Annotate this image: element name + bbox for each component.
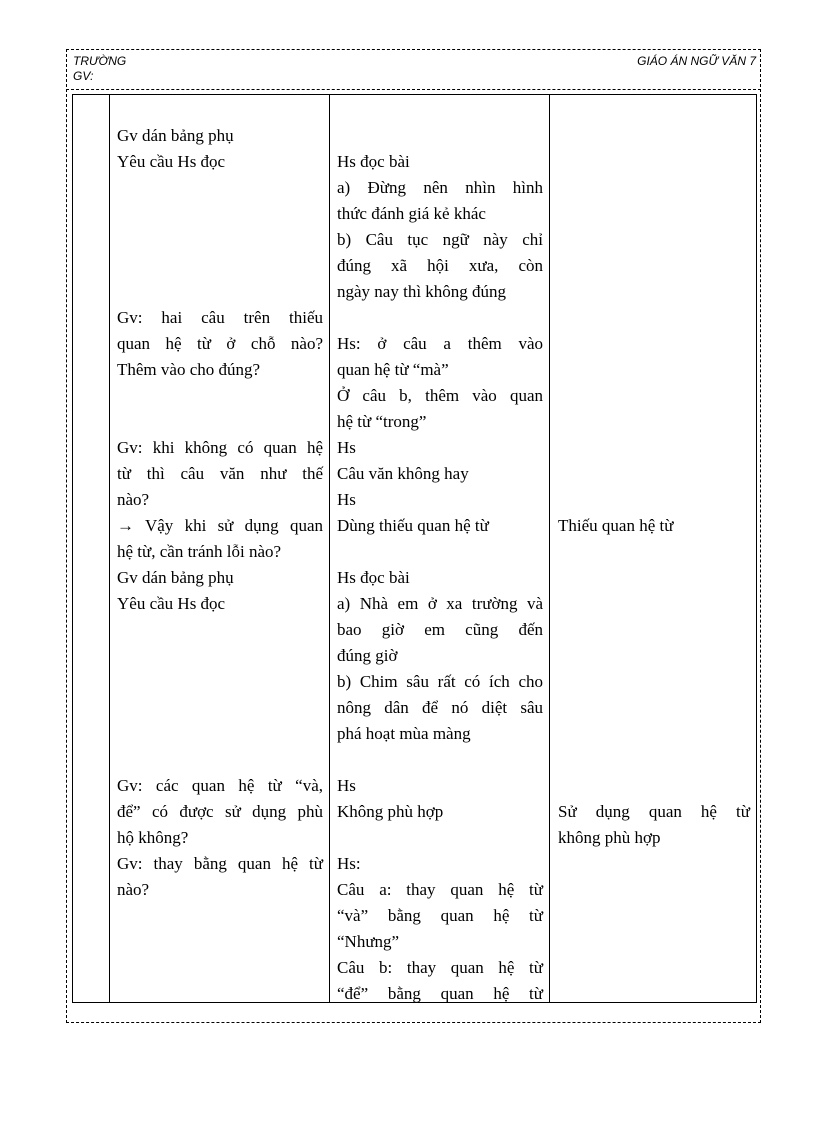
teacher-line: Gv dán bảng phụ <box>117 126 234 145</box>
column-student-activity <box>330 95 550 1002</box>
student-line: “Nhưng” <box>337 932 400 951</box>
content-line: Sử dụng quan hệ từ <box>558 802 750 821</box>
student-line: ngày nay thì không đúng <box>337 282 507 301</box>
lesson-table <box>72 94 757 1003</box>
student-line: Câu b: thay quan hệ từ <box>337 958 543 977</box>
teacher-line: từ thì câu văn như thế <box>117 464 323 483</box>
student-line: hệ từ “trong” <box>337 412 427 431</box>
teacher-line: hộ không? <box>117 828 189 847</box>
header-teacher: GV: <box>73 69 94 83</box>
student-line: Hs <box>337 776 356 795</box>
student-line: a) Nhà em ở xa trường và <box>337 594 543 613</box>
student-line: “và” bằng quan hệ từ <box>337 906 543 925</box>
student-line: b) Câu tục ngữ này chỉ <box>337 230 543 249</box>
teacher-line: Gv dán bảng phụ <box>117 568 234 587</box>
student-line: Dùng thiếu quan hệ từ <box>337 516 489 535</box>
student-line: Không phù hợp <box>337 802 444 821</box>
teacher-line: Gv: các quan hệ từ “và, <box>117 776 323 795</box>
header-title: GIÁO ÁN NGỮ VĂN 7 <box>637 54 756 68</box>
student-line: Hs đọc bài <box>337 568 410 587</box>
student-line: nông dân để nó diệt sâu <box>337 698 543 717</box>
student-line: đúng xã hội xưa, còn <box>337 256 543 275</box>
student-line: “để” bằng quan hệ từ <box>337 984 543 1003</box>
teacher-line: nào? <box>117 490 150 509</box>
teacher-line: Yêu cầu Hs đọc <box>117 594 226 613</box>
student-line: Hs đọc bài <box>337 152 410 171</box>
student-line: Hs: <box>337 854 361 873</box>
header-school: TRƯỜNG <box>73 54 127 68</box>
student-line: Hs <box>337 438 356 457</box>
student-line: Câu a: thay quan hệ từ <box>337 880 543 899</box>
header-divider <box>66 89 761 90</box>
student-line: a) Đừng nên nhìn hình <box>337 178 543 197</box>
student-line: Hs <box>337 490 356 509</box>
student-line: bao giờ em cũng đến <box>337 620 543 639</box>
teacher-line: nào? <box>117 880 150 899</box>
teacher-line: Yêu cầu Hs đọc <box>117 152 226 171</box>
student-line: Câu văn không hay <box>337 464 469 483</box>
teacher-line: Thêm vào cho đúng? <box>117 360 261 379</box>
teacher-line: để” có được sử dụng phù <box>117 802 323 821</box>
column-index <box>73 95 110 1002</box>
teacher-line: Gv: hai câu trên thiếu <box>117 308 323 327</box>
content-line: không phù hợp <box>558 828 661 847</box>
student-line: Ở câu b, thêm vào quan <box>337 386 543 405</box>
student-line: đúng giờ <box>337 646 398 665</box>
column-teacher-activity <box>110 95 330 1002</box>
student-line: phá hoạt mùa màng <box>337 724 471 743</box>
content-line: Thiếu quan hệ từ <box>558 516 674 535</box>
student-line: quan hệ từ “mà” <box>337 360 449 379</box>
header-left <box>73 54 126 84</box>
student-line: Hs: ở câu a thêm vào <box>337 334 543 353</box>
student-line: b) Chim sâu rất có ích cho <box>337 672 543 691</box>
teacher-line: Gv: thay bằng quan hệ từ <box>117 854 323 873</box>
teacher-line: Gv: khi không có quan hệ <box>117 438 323 457</box>
teacher-line: hệ từ, cần tránh lỗi nào? <box>117 542 282 561</box>
teacher-line: → Vậy khi sử dụng quan <box>117 516 323 535</box>
column-content <box>550 95 756 1002</box>
teacher-line: quan hệ từ ở chỗ nào? <box>117 334 323 353</box>
student-line: thức đánh giá kẻ khác <box>337 204 486 223</box>
